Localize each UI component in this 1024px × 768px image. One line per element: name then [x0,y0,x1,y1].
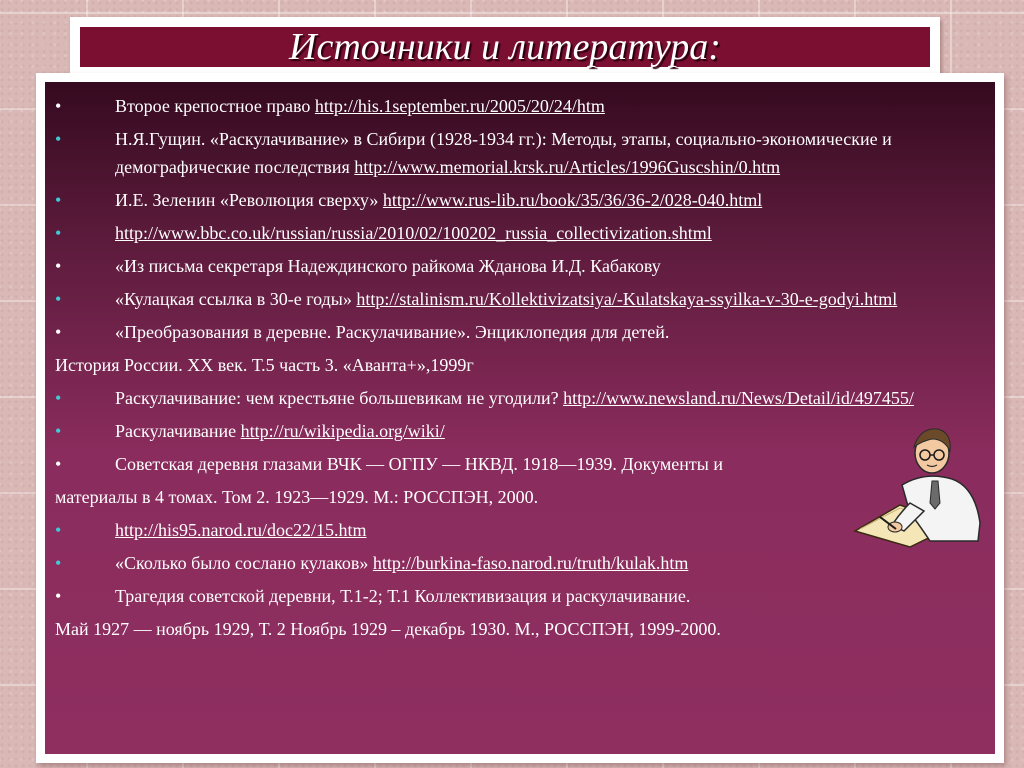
source-link[interactable]: http://ru/wikipedia.org/wiki/ [240,421,445,441]
item-text: Трагедия советской деревни, Т.1-2; Т.1 Коллективизация и раскулачивание. [115,586,691,606]
content-box [45,82,995,754]
content-frame [36,73,1004,763]
item-text: Второе крепостное право [115,96,315,116]
list-item [55,582,975,610]
item-text: Н.Я.Гущин. «Раскулачивание» в Сибири (1928-1934 гг.): Методы, этапы, социально-экономические и демографические последствия [115,129,892,177]
item-text: «Преобразования в деревне. Раскулачивание». Энциклопедия для детей. [115,322,670,342]
list-item [55,92,975,120]
item-text: «Сколько было сослано кулаков» [115,553,373,573]
bullet-icon: • [55,129,62,149]
bullet-icon: • [55,421,62,441]
list-item [55,318,975,346]
list-item [55,450,975,478]
source-link[interactable]: http://www.memorial.krsk.ru/Articles/1996Guscshin/0.htm [354,157,781,177]
bullet-icon: • [55,322,62,342]
sources-list [55,92,975,648]
list-item [55,285,975,313]
bullet-icon: • [55,256,62,276]
list-item [55,516,975,544]
list-item [55,125,975,181]
source-link[interactable]: http://stalinism.ru/Kollektivizatsiya/-Kulatskaya-ssyilka-v-30-e-godyi.html [356,289,898,309]
source-link[interactable]: http://burkina-faso.narod.ru/truth/kulak.htm [372,553,689,573]
list-item [55,351,975,379]
bullet-icon: • [55,223,62,243]
source-link[interactable]: http://www.rus-lib.ru/book/35/36/36-2/028-040.html [382,190,763,210]
item-text: «Кулацкая ссылка в 30-е годы» [115,289,357,309]
source-link[interactable]: http://his95.narod.ru/doc22/15.htm [115,520,367,540]
title-frame [70,17,940,75]
title-bar [80,27,930,67]
list-item [55,252,975,280]
bullet-icon: • [55,190,62,210]
item-text: «Из письма секретаря Надеждинского райкома Жданова И.Д. Кабакову [115,256,661,276]
source-link[interactable]: http://his.1september.ru/2005/20/24/htm [314,96,605,116]
source-link[interactable]: http://www.newsland.ru/News/Detail/id/497455/ [563,388,914,408]
bullet-icon: • [55,388,62,408]
bullet-icon: • [55,586,62,606]
item-text: Раскулачивание [115,421,241,441]
list-item [55,483,975,511]
bullet-icon: • [55,289,62,309]
bullet-icon: • [55,96,62,116]
item-text: Советская деревня глазами ВЧК — ОГПУ — НКВД. 1918—1939. Документы и [115,454,724,474]
list-item [55,219,975,247]
bullet-icon: • [55,520,62,540]
list-item [55,186,975,214]
list-item [55,384,975,412]
slide-title: Источники и литература: [289,26,721,68]
bullet-icon: • [55,553,62,573]
item-text: Май 1927 — ноябрь 1929, Т. 2 Ноябрь 1929 – декабрь 1930. М., РОССПЭН, 1999-2000. [55,619,721,639]
source-link[interactable]: http://www.bbc.co.uk/russian/russia/2010/02/100202_russia_collectivization.shtml [115,223,712,243]
scholar-writing-icon [840,413,990,548]
list-item [55,417,975,445]
item-text: История России. XX век. Т.5 часть 3. «Аванта+»,1999г [55,355,474,375]
item-text: И.Е. Зеленин «Революция сверху» [115,190,383,210]
item-text: Раскулачивание: чем крестьяне большевикам не угодили? [115,388,564,408]
bullet-icon: • [55,454,62,474]
list-item [55,615,975,643]
item-text: материалы в 4 томах. Том 2. 1923—1929. М.: РОССПЭН, 2000. [55,487,539,507]
list-item [55,549,975,577]
